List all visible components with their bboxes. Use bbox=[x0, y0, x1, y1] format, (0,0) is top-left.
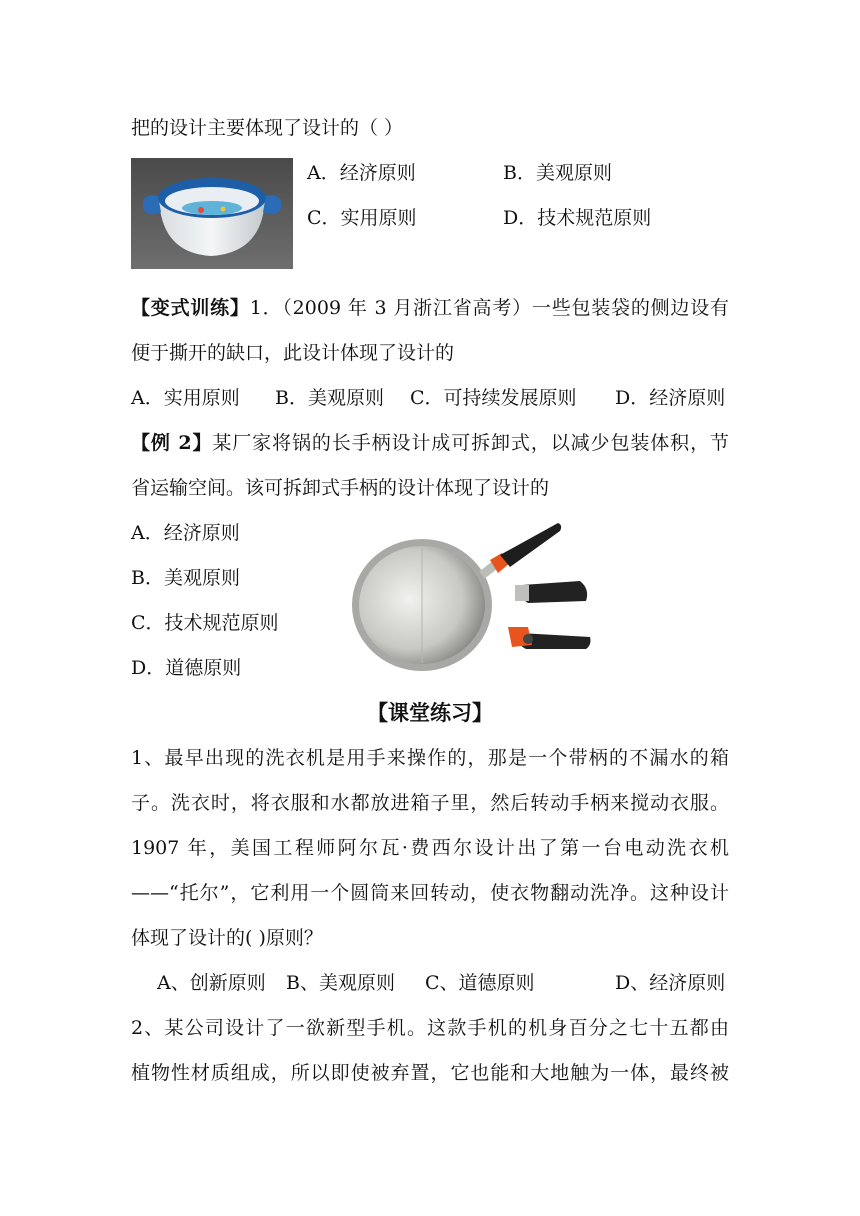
variant-tag: 【变式训练】 bbox=[131, 297, 250, 319]
ex1-line-5: 体现了设计的( )原则？ bbox=[131, 927, 323, 949]
question-stem: 把的设计主要体现了设计的（ ） bbox=[131, 117, 404, 139]
example2-option-b: B．美观原则 bbox=[131, 567, 240, 589]
ex1-line-2: 子。洗衣时，将衣服和水都放进箱子里，然后转动手柄来搅动衣服。 bbox=[131, 792, 729, 814]
variant-line-1 bbox=[131, 296, 729, 320]
option-a: A．经济原则 bbox=[307, 162, 416, 184]
option-b: B．美观原则 bbox=[503, 162, 612, 184]
variant-option-b: B．美观原则 bbox=[275, 387, 384, 409]
example2-text: 某厂家将锅的长手柄设计成可拆卸式，以减少包装体积，节 bbox=[212, 432, 729, 454]
frying-pan-image bbox=[350, 515, 620, 675]
example2-option-d: D．道德原则 bbox=[131, 657, 242, 679]
example2-option-c: C．技术规范原则 bbox=[131, 612, 279, 634]
option-c: C．实用原则 bbox=[307, 207, 417, 229]
option-d: D．技术规范原则 bbox=[503, 207, 652, 229]
ex1-option-a: A、创新原则 bbox=[157, 972, 266, 994]
example2-option-a: A．经济原则 bbox=[131, 522, 240, 544]
example2-tag: 【例 2】 bbox=[131, 432, 213, 454]
pot-with-handles-image bbox=[131, 158, 293, 269]
variant-option-a: A．实用原则 bbox=[131, 387, 240, 409]
variant-line-2: 便于撕开的缺口，此设计体现了设计的 bbox=[131, 342, 455, 364]
ex1-option-b: B、美观原则 bbox=[286, 972, 395, 994]
ex1-line-4: ——“托尔”，它利用一个圆筒来回转动，使衣物翻动洗净。这种设计 bbox=[131, 882, 729, 904]
ex1-option-d: D、经济原则 bbox=[615, 972, 726, 994]
example2-line-2: 省运输空间。该可拆卸式手柄的设计体现了设计的 bbox=[131, 477, 550, 499]
ex2-line-1: 2、某公司设计了一欲新型手机。这款手机的机身百分之七十五都由 bbox=[131, 1017, 729, 1039]
section-title: 【课堂练习】 bbox=[367, 700, 493, 725]
variant-text: 1．（2009 年 3 月浙江省高考）一些包装袋的侧边设有 bbox=[249, 297, 729, 319]
variant-option-c: C．可持续发展原则 bbox=[410, 387, 577, 409]
ex2-line-2: 植物性材质组成，所以即使被弃置，它也能和大地触为一体，最终被 bbox=[131, 1062, 729, 1084]
example2-line-1 bbox=[131, 431, 729, 455]
variant-option-d: D．经济原则 bbox=[615, 387, 726, 409]
ex1-line-1: 1、最早出现的洗衣机是用手来操作的，那是一个带柄的不漏水的箱 bbox=[131, 747, 729, 769]
ex1-line-3: 1907 年，美国工程师阿尔瓦·费西尔设计出了第一台电动洗衣机 bbox=[131, 837, 729, 859]
ex1-option-c: C、道德原则 bbox=[425, 972, 535, 994]
